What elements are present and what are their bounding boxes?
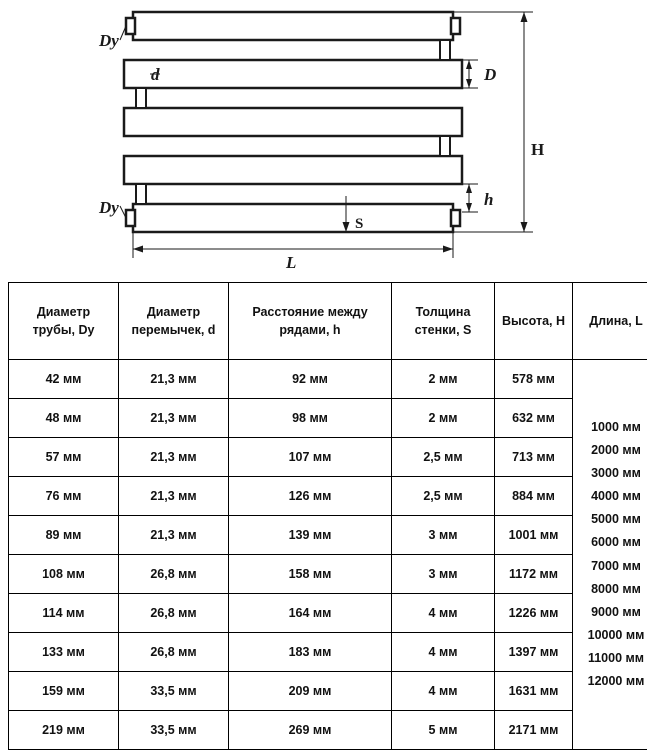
label-D: D [483, 65, 496, 84]
pipe-row-5 [133, 204, 453, 232]
length-option: 2000 мм [575, 439, 647, 462]
table-row [9, 555, 647, 594]
cell-pipe-diameter: 48 мм [9, 399, 119, 438]
jumper-right-2 [440, 136, 450, 156]
spec-table [8, 282, 647, 750]
table-row [9, 477, 647, 516]
length-option: 7000 мм [575, 555, 647, 578]
cell-pipe-diameter: 89 мм [9, 516, 119, 555]
cell-pipe-diameter: 108 мм [9, 555, 119, 594]
label-h: h [484, 190, 493, 209]
cell-jumper-diameter: 26,8 мм [119, 594, 229, 633]
pipe-row-3 [124, 108, 462, 136]
cell-wall-thickness: 4 мм [392, 633, 495, 672]
end-cap-top-left [126, 18, 135, 34]
length-option: 9000 мм [575, 601, 647, 624]
cell-wall-thickness: 3 мм [392, 516, 495, 555]
arrow-D-bottom [466, 79, 472, 88]
header-line: Диаметр [11, 303, 116, 321]
table-header-row [9, 283, 647, 360]
pipe-row-2 [124, 60, 462, 88]
label-L: L [285, 253, 296, 272]
end-cap-bottom-right [451, 210, 460, 226]
length-option: 8000 мм [575, 578, 647, 601]
arrow-L-left [133, 246, 143, 253]
cell-height: 2171 мм [495, 711, 573, 750]
header-line: стенки, S [394, 321, 492, 339]
cell-row-spacing: 164 мм [229, 594, 392, 633]
header-wall-thickness [392, 283, 495, 360]
register-diagram [0, 0, 647, 278]
cell-pipe-diameter: 42 мм [9, 360, 119, 399]
cell-row-spacing: 92 мм [229, 360, 392, 399]
end-cap-bottom-left [126, 210, 135, 226]
arrow-H-top [521, 12, 528, 22]
pipe-row-1 [133, 12, 453, 40]
cell-length-list [573, 360, 647, 750]
arrow-H-bottom [521, 222, 528, 232]
cell-jumper-diameter: 21,3 мм [119, 516, 229, 555]
jumper-left-2 [136, 184, 146, 204]
length-option: 1000 мм [575, 416, 647, 439]
header-line: трубы, Dy [11, 321, 116, 339]
label-dy-bottom: Dy [98, 198, 119, 217]
cell-jumper-diameter: 21,3 мм [119, 399, 229, 438]
header-line: Длина, L [575, 312, 647, 330]
cell-wall-thickness: 4 мм [392, 594, 495, 633]
table-row [9, 438, 647, 477]
arrow-h-top [466, 184, 472, 193]
cell-pipe-diameter: 114 мм [9, 594, 119, 633]
length-option: 4000 мм [575, 485, 647, 508]
header-pipe-diameter [9, 283, 119, 360]
cell-pipe-diameter: 219 мм [9, 711, 119, 750]
header-row-spacing [229, 283, 392, 360]
cell-jumper-diameter: 26,8 мм [119, 555, 229, 594]
arrow-h-bottom [466, 203, 472, 212]
register-diagram-svg [0, 0, 647, 278]
cell-height: 1631 мм [495, 672, 573, 711]
end-cap-top-right [451, 18, 460, 34]
cell-row-spacing: 98 мм [229, 399, 392, 438]
cell-height: 1397 мм [495, 633, 573, 672]
table-row [9, 672, 647, 711]
header-line: рядами, h [231, 321, 389, 339]
cell-pipe-diameter: 133 мм [9, 633, 119, 672]
label-d: d [151, 65, 160, 84]
cell-jumper-diameter: 21,3 мм [119, 477, 229, 516]
header-length [573, 283, 647, 360]
spec-table-container [8, 282, 639, 750]
cell-pipe-diameter: 76 мм [9, 477, 119, 516]
cell-pipe-diameter: 159 мм [9, 672, 119, 711]
cell-wall-thickness: 2,5 мм [392, 477, 495, 516]
header-line: Высота, H [497, 312, 570, 330]
header-line: Расстояние между [231, 303, 389, 321]
pipe-rows [124, 12, 462, 232]
header-line: Диаметр [121, 303, 226, 321]
cell-jumper-diameter: 33,5 мм [119, 672, 229, 711]
cell-wall-thickness: 4 мм [392, 672, 495, 711]
jumper-right-1 [440, 40, 450, 60]
pipe-row-4 [124, 156, 462, 184]
length-option: 3000 мм [575, 462, 647, 485]
length-option: 11000 мм [575, 647, 647, 670]
cell-row-spacing: 139 мм [229, 516, 392, 555]
table-row [9, 360, 647, 399]
cell-row-spacing: 107 мм [229, 438, 392, 477]
header-line: Толщина [394, 303, 492, 321]
cell-jumper-diameter: 26,8 мм [119, 633, 229, 672]
table-row [9, 594, 647, 633]
cell-row-spacing: 158 мм [229, 555, 392, 594]
cell-height: 1001 мм [495, 516, 573, 555]
table-row [9, 399, 647, 438]
arrow-D-top [466, 60, 472, 69]
header-jumper-diameter [119, 283, 229, 360]
label-H: H [531, 140, 544, 159]
label-S: S [355, 216, 363, 232]
table-body [9, 360, 647, 750]
cell-height: 1226 мм [495, 594, 573, 633]
cell-wall-thickness: 2,5 мм [392, 438, 495, 477]
header-height [495, 283, 573, 360]
arrow-L-right [443, 246, 453, 253]
jumper-left-1 [136, 88, 146, 108]
table-row [9, 633, 647, 672]
cell-pipe-diameter: 57 мм [9, 438, 119, 477]
cell-height: 1172 мм [495, 555, 573, 594]
cell-height: 713 мм [495, 438, 573, 477]
cell-row-spacing: 183 мм [229, 633, 392, 672]
table-row [9, 711, 647, 750]
cell-row-spacing: 126 мм [229, 477, 392, 516]
table-row [9, 516, 647, 555]
cell-row-spacing: 209 мм [229, 672, 392, 711]
cell-wall-thickness: 5 мм [392, 711, 495, 750]
cell-jumper-diameter: 33,5 мм [119, 711, 229, 750]
length-option: 10000 мм [575, 624, 647, 647]
cell-height: 632 мм [495, 399, 573, 438]
length-option: 6000 мм [575, 531, 647, 554]
cell-wall-thickness: 3 мм [392, 555, 495, 594]
cell-height: 884 мм [495, 477, 573, 516]
length-option: 5000 мм [575, 508, 647, 531]
length-option: 12000 мм [575, 670, 647, 693]
cell-row-spacing: 269 мм [229, 711, 392, 750]
cell-jumper-diameter: 21,3 мм [119, 438, 229, 477]
cell-wall-thickness: 2 мм [392, 399, 495, 438]
cell-height: 578 мм [495, 360, 573, 399]
label-dy-top: Dy [98, 31, 119, 50]
cell-wall-thickness: 2 мм [392, 360, 495, 399]
header-line: перемычек, d [121, 321, 226, 339]
cell-jumper-diameter: 21,3 мм [119, 360, 229, 399]
